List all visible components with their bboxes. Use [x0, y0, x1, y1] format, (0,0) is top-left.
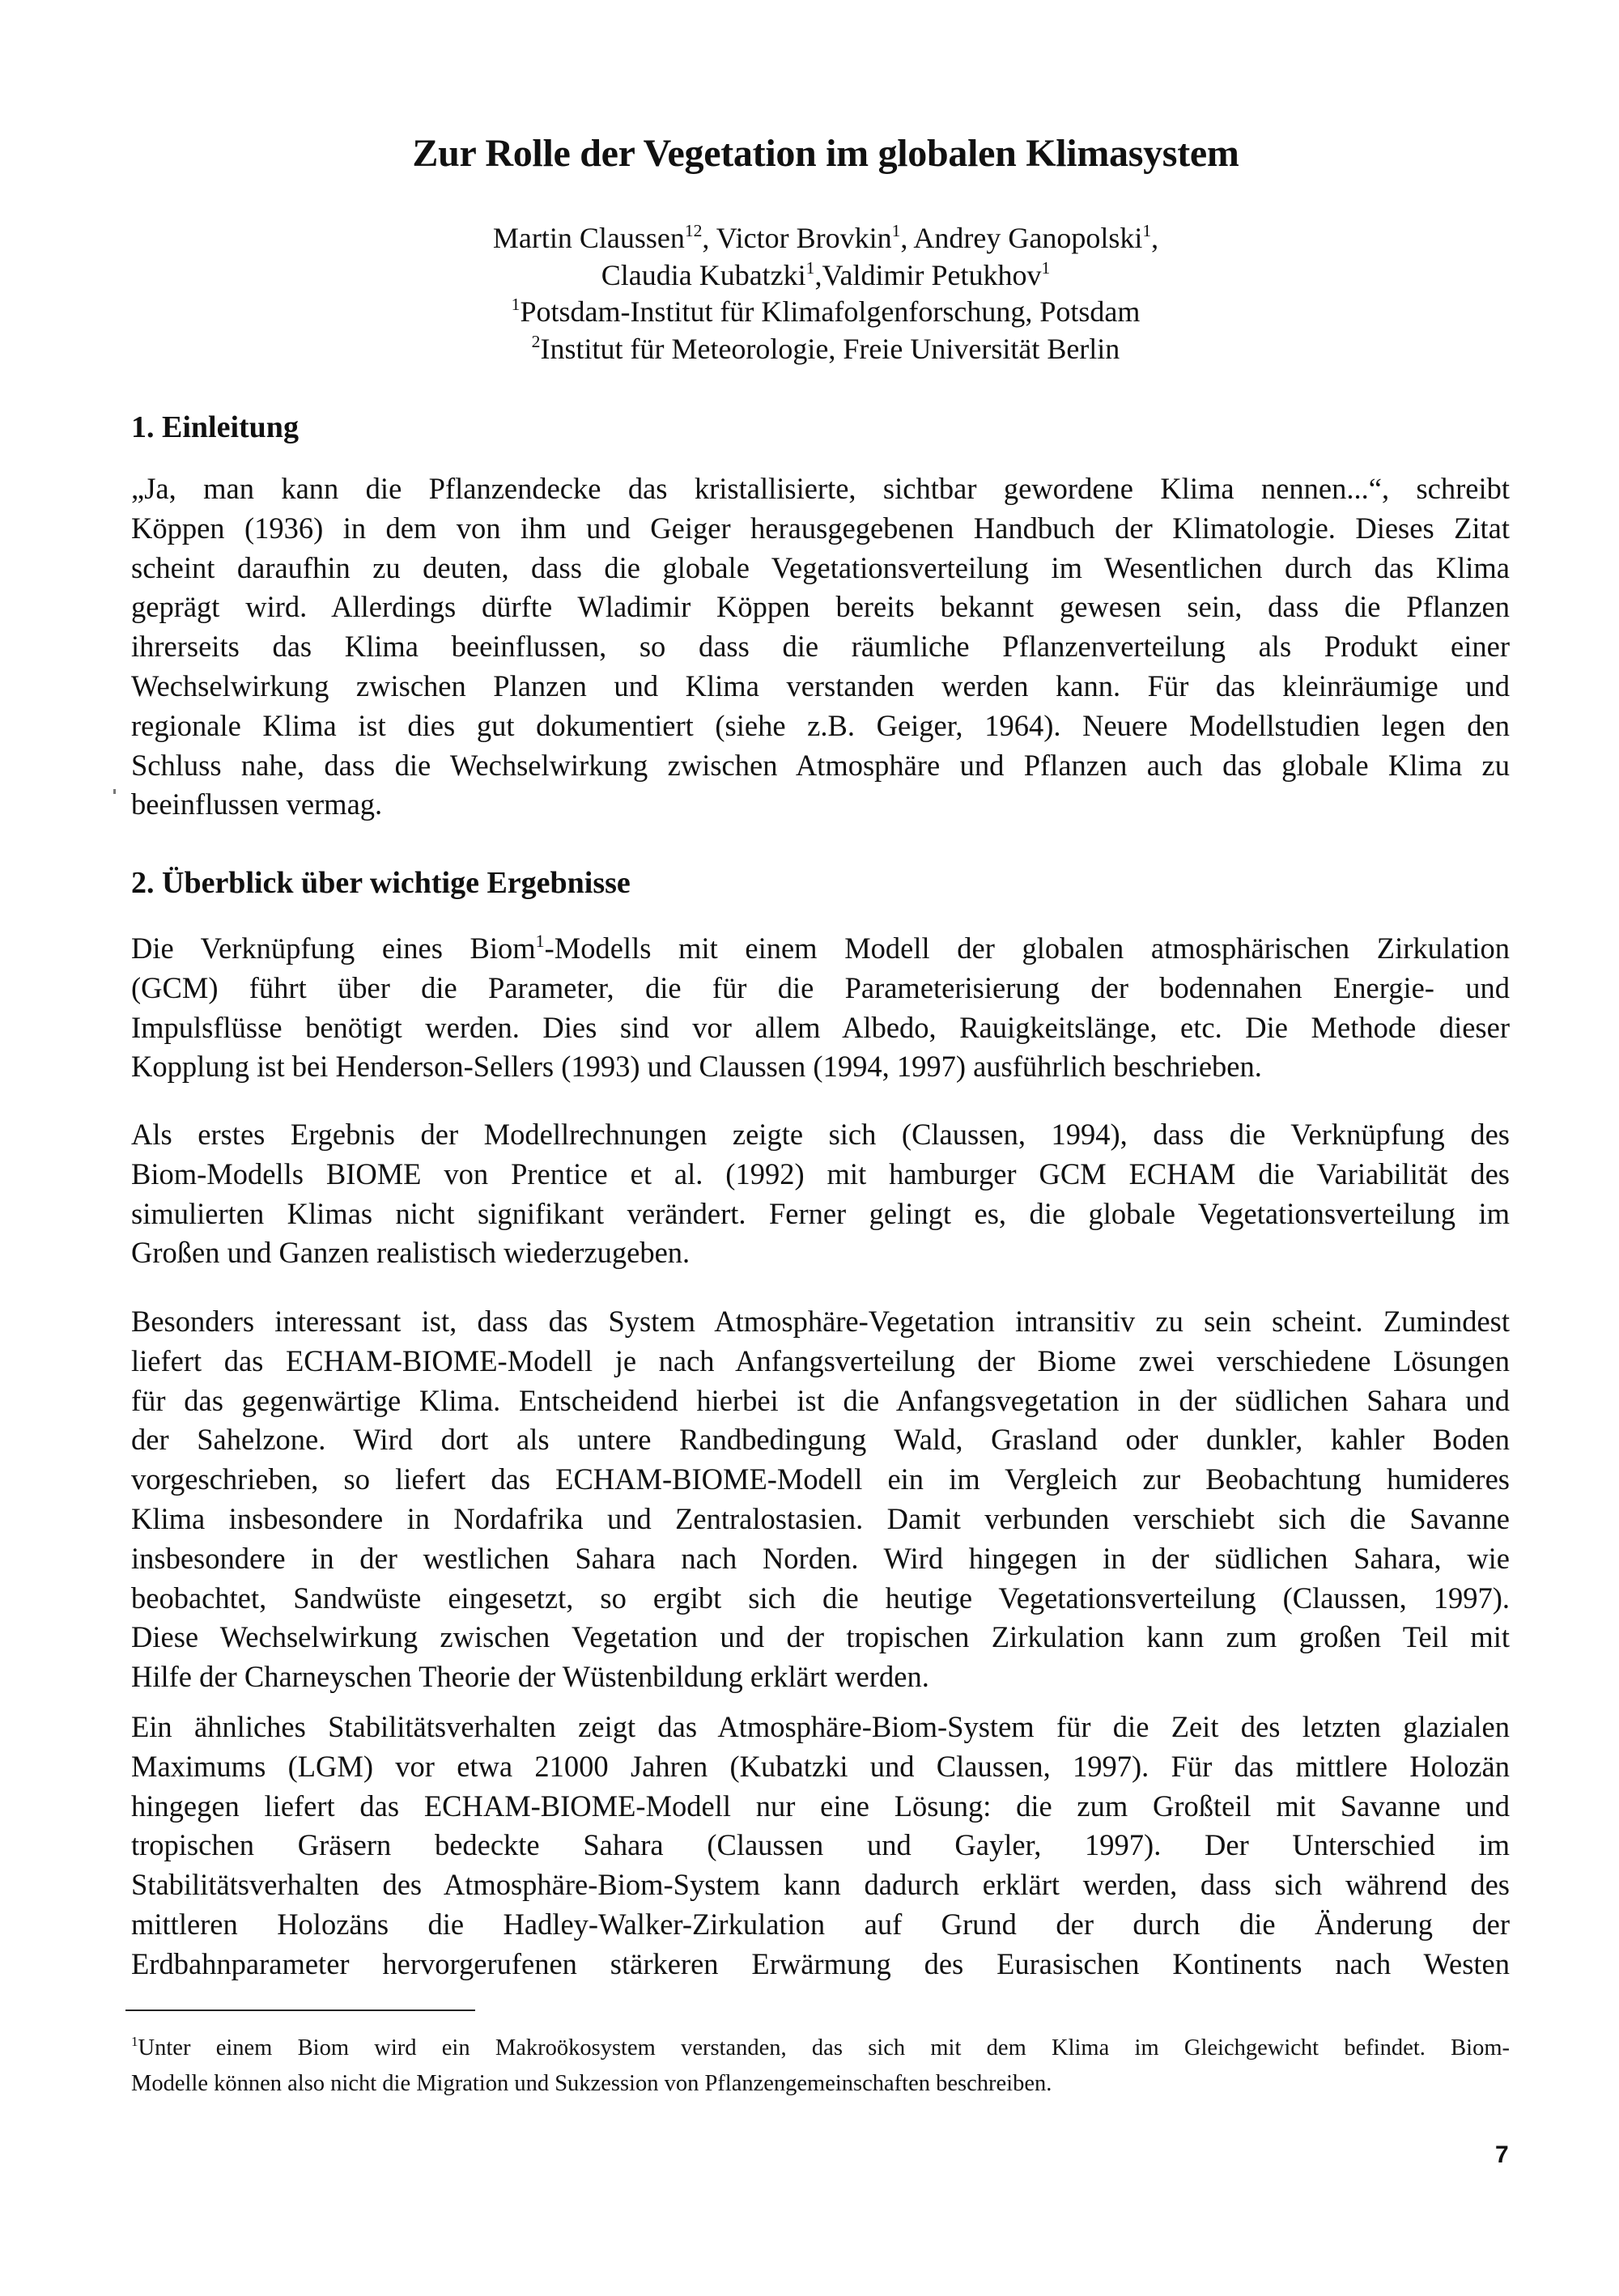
text-line: vorgeschrieben, so liefert das ECHAM-BIOME-Modell ein im Vergleich zur Beobachtung humideres [131, 1462, 1510, 1496]
text-line: Klima insbesondere in Nordafrika und Zentralostasien. Damit verbunden verschiebt sich die Savanne [131, 1501, 1510, 1535]
text-line: tropischen Gräsern bedeckte Sahara (Claussen und Gayler, 1997). Der Unterschied im [131, 1828, 1510, 1862]
text-line [131, 929, 1510, 969]
affiliation-1 [0, 294, 1619, 331]
text-line: Kopplung ist bei Henderson-Sellers (1993) und Claussen (1994, 1997) ausführlich beschrieben. [131, 1050, 1262, 1084]
affiliation-marker: 1 [805, 257, 815, 278]
text-line: beobachtet, Sandwüste eingesetzt, so ergibt sich die heutige Vegetationsverteilung (Claussen, 1997). [131, 1581, 1510, 1615]
paragraph-coupling [131, 929, 1510, 1087]
scan-speck [113, 789, 116, 794]
author-line-2 [0, 257, 1619, 295]
text-line: Als erstes Ergebnis der Modellrechnungen zeigte sich (Claussen, 1994), dass die Verknüpfung des [131, 1118, 1510, 1151]
text-line: Köppen (1936) in dem von ihm und Geiger herausgegebenen Handbuch der Klimatologie. Dieses Zitat [131, 511, 1510, 545]
affiliation-marker: 1 [1142, 220, 1152, 240]
text-line: Diese Wechselwirkung zwischen Vegetation und der tropischen Zirkulation kann zum großen Teil mit [131, 1620, 1510, 1654]
affiliation-marker: 12 [684, 220, 703, 240]
text-line: Wechselwirkung zwischen Planzen und Klima verstanden werden kann. Für das kleinräumige und [131, 668, 1510, 702]
text-line: „Ja, man kann die Pflanzendecke das kristallisierte, sichtbar gewordene Klima nennen...“, schreibt [131, 472, 1510, 505]
text-line: Erdbahnparameter hervorgerufenen stärkeren Erwärmung des Eurasischen Kontinents nach Westen [131, 1946, 1510, 1980]
text-line: regionale Klima ist dies gut dokumentiert (siehe z.B. Geiger, 1964). Neuere Modellstudien legen den [131, 708, 1510, 742]
paper-title: Zur Rolle der Vegetation im globalen Klimasystem [412, 132, 1239, 175]
text-line: Impulsflüsse benötigt werden. Dies sind vor allem Albedo, Rauigkeitslänge, etc. Die Methode dieser [131, 1010, 1510, 1044]
affiliation-text: Potsdam-Institut für Klimafolgenforschung, Potsdam [520, 295, 1141, 328]
author-block [0, 220, 1619, 367]
footnote-line [131, 2031, 1510, 2066]
text-segment: Die Verknüpfung eines Biom [131, 932, 536, 965]
author-separator: , [1151, 222, 1159, 254]
text-segment: -Modells mit einem Modell der globalen atmosphärischen Zirkulation [544, 932, 1510, 965]
affiliation-marker: 1 [891, 220, 901, 240]
text-line: (GCM) führt über die Parameter, die für die Parameterisierung der bodennahen Energie- und [131, 970, 1510, 1004]
page-number: 7 [1495, 2141, 1509, 2168]
text-line: Stabilitätsverhalten des Atmosphäre-Biom-System kann dadurch erklärt werden, dass sich während des [131, 1868, 1510, 1902]
footnote-reference[interactable]: 1 [535, 930, 545, 951]
footnote-marker: 1 [131, 2033, 138, 2049]
author-name: Martin Claussen [492, 222, 685, 254]
author-name: ,Valdimir Petukhov [814, 258, 1042, 291]
paragraph-intro [131, 469, 1510, 825]
text-line: scheint daraufhin zu deuten, dass die globale Vegetationsverteilung im Wesentlichen durch das Klima [131, 550, 1510, 584]
text-line: insbesondere in der westlichen Sahara nach Norden. Wird hingegen in der südlichen Sahara, wie [131, 1541, 1510, 1575]
affiliation-marker: 1 [511, 294, 521, 314]
footnote [131, 2031, 1510, 2102]
text-line: Ein ähnliches Stabilitätsverhalten zeigt das Atmosphäre-Biom-System für die Zeit des letzten glazialen [131, 1710, 1510, 1743]
footnote-separator [125, 2010, 475, 2011]
text-line: Großen und Ganzen realistisch wiederzugeben. [131, 1236, 691, 1270]
text-line: simulierten Klimas nicht signifikant verändert. Ferner gelingt es, die globale Vegetationsverteilung im [131, 1196, 1510, 1230]
text-line: der Sahelzone. Wird dort als untere Randbedingung Wald, Grasland oder dunkler, kahler Boden [131, 1423, 1510, 1457]
text-line: liefert das ECHAM-BIOME-Modell je nach Anfangsverteilung der Biome zwei verschiedene Lösungen [131, 1343, 1510, 1377]
affiliation-2 [0, 331, 1619, 368]
text-line: Schluss nahe, dass die Wechselwirkung zwischen Atmosphäre und Pflanzen auch das globale Klima zu [131, 748, 1510, 782]
text-line: Maximums (LGM) vor etwa 21000 Jahren (Kubatzki und Claussen, 1997). Für das mittlere Holozän [131, 1749, 1510, 1783]
affiliation-marker: 1 [1041, 257, 1051, 278]
author-name: Claudia Kubatzki [601, 258, 806, 291]
affiliation-marker: 2 [531, 331, 541, 351]
author-name: , Andrey Ganopolski [900, 222, 1143, 254]
text-line: Hilfe der Charneyschen Theorie der Wüstenbildung erklärt werden. [131, 1660, 929, 1694]
author-line-1 [0, 220, 1619, 257]
text-line: ihrerseits das Klima beeinflussen, so dass die räumliche Pflanzenverteilung als Produkt einer [131, 630, 1510, 664]
paragraph-stability [131, 1708, 1510, 1984]
section-heading-ueberblick: 2. Überblick über wichtige Ergebnisse [131, 866, 631, 900]
text-line: mittleren Holozäns die Hadley-Walker-Zirkulation auf Grund der durch die Änderung der [131, 1907, 1510, 1941]
text-line: Biom-Modells BIOME von Prentice et al. (1992) mit hamburger GCM ECHAM die Variabilität des [131, 1156, 1510, 1190]
text-line: für das gegenwärtige Klima. Entscheidend hierbei ist die Anfangsvegetation in der südlichen Sahara und [131, 1383, 1510, 1417]
text-line: hingegen liefert das ECHAM-BIOME-Modell nur eine Lösung: die zum Großteil mit Savanne und [131, 1789, 1510, 1823]
footnote-text: Unter einem Biom wird ein Makroökosystem verstanden, das sich mit dem Klima im Gleichgewicht befindet. Biom- [138, 2035, 1510, 2060]
text-line: beeinflussen vermag. [131, 787, 383, 821]
footnote-line: Modelle können also nicht die Migration und Sukzession von Pflanzengemeinschaften beschreiben. [131, 2071, 1052, 2096]
paragraph-first-results [131, 1115, 1510, 1273]
section-heading-einleitung: 1. Einleitung [131, 410, 299, 444]
author-name: , Victor Brovkin [702, 222, 892, 254]
paragraph-intransitivity [131, 1302, 1510, 1697]
affiliation-text: Institut für Meteorologie, Freie Universität Berlin [540, 332, 1120, 365]
text-line: Besonders interessant ist, dass das System Atmosphäre-Vegetation intransitiv zu sein scheint. Zumindest [131, 1305, 1510, 1338]
text-line: geprägt wird. Allerdings dürfte Wladimir Köppen bereits bekannt gewesen sein, dass die Pflanzen [131, 590, 1510, 624]
